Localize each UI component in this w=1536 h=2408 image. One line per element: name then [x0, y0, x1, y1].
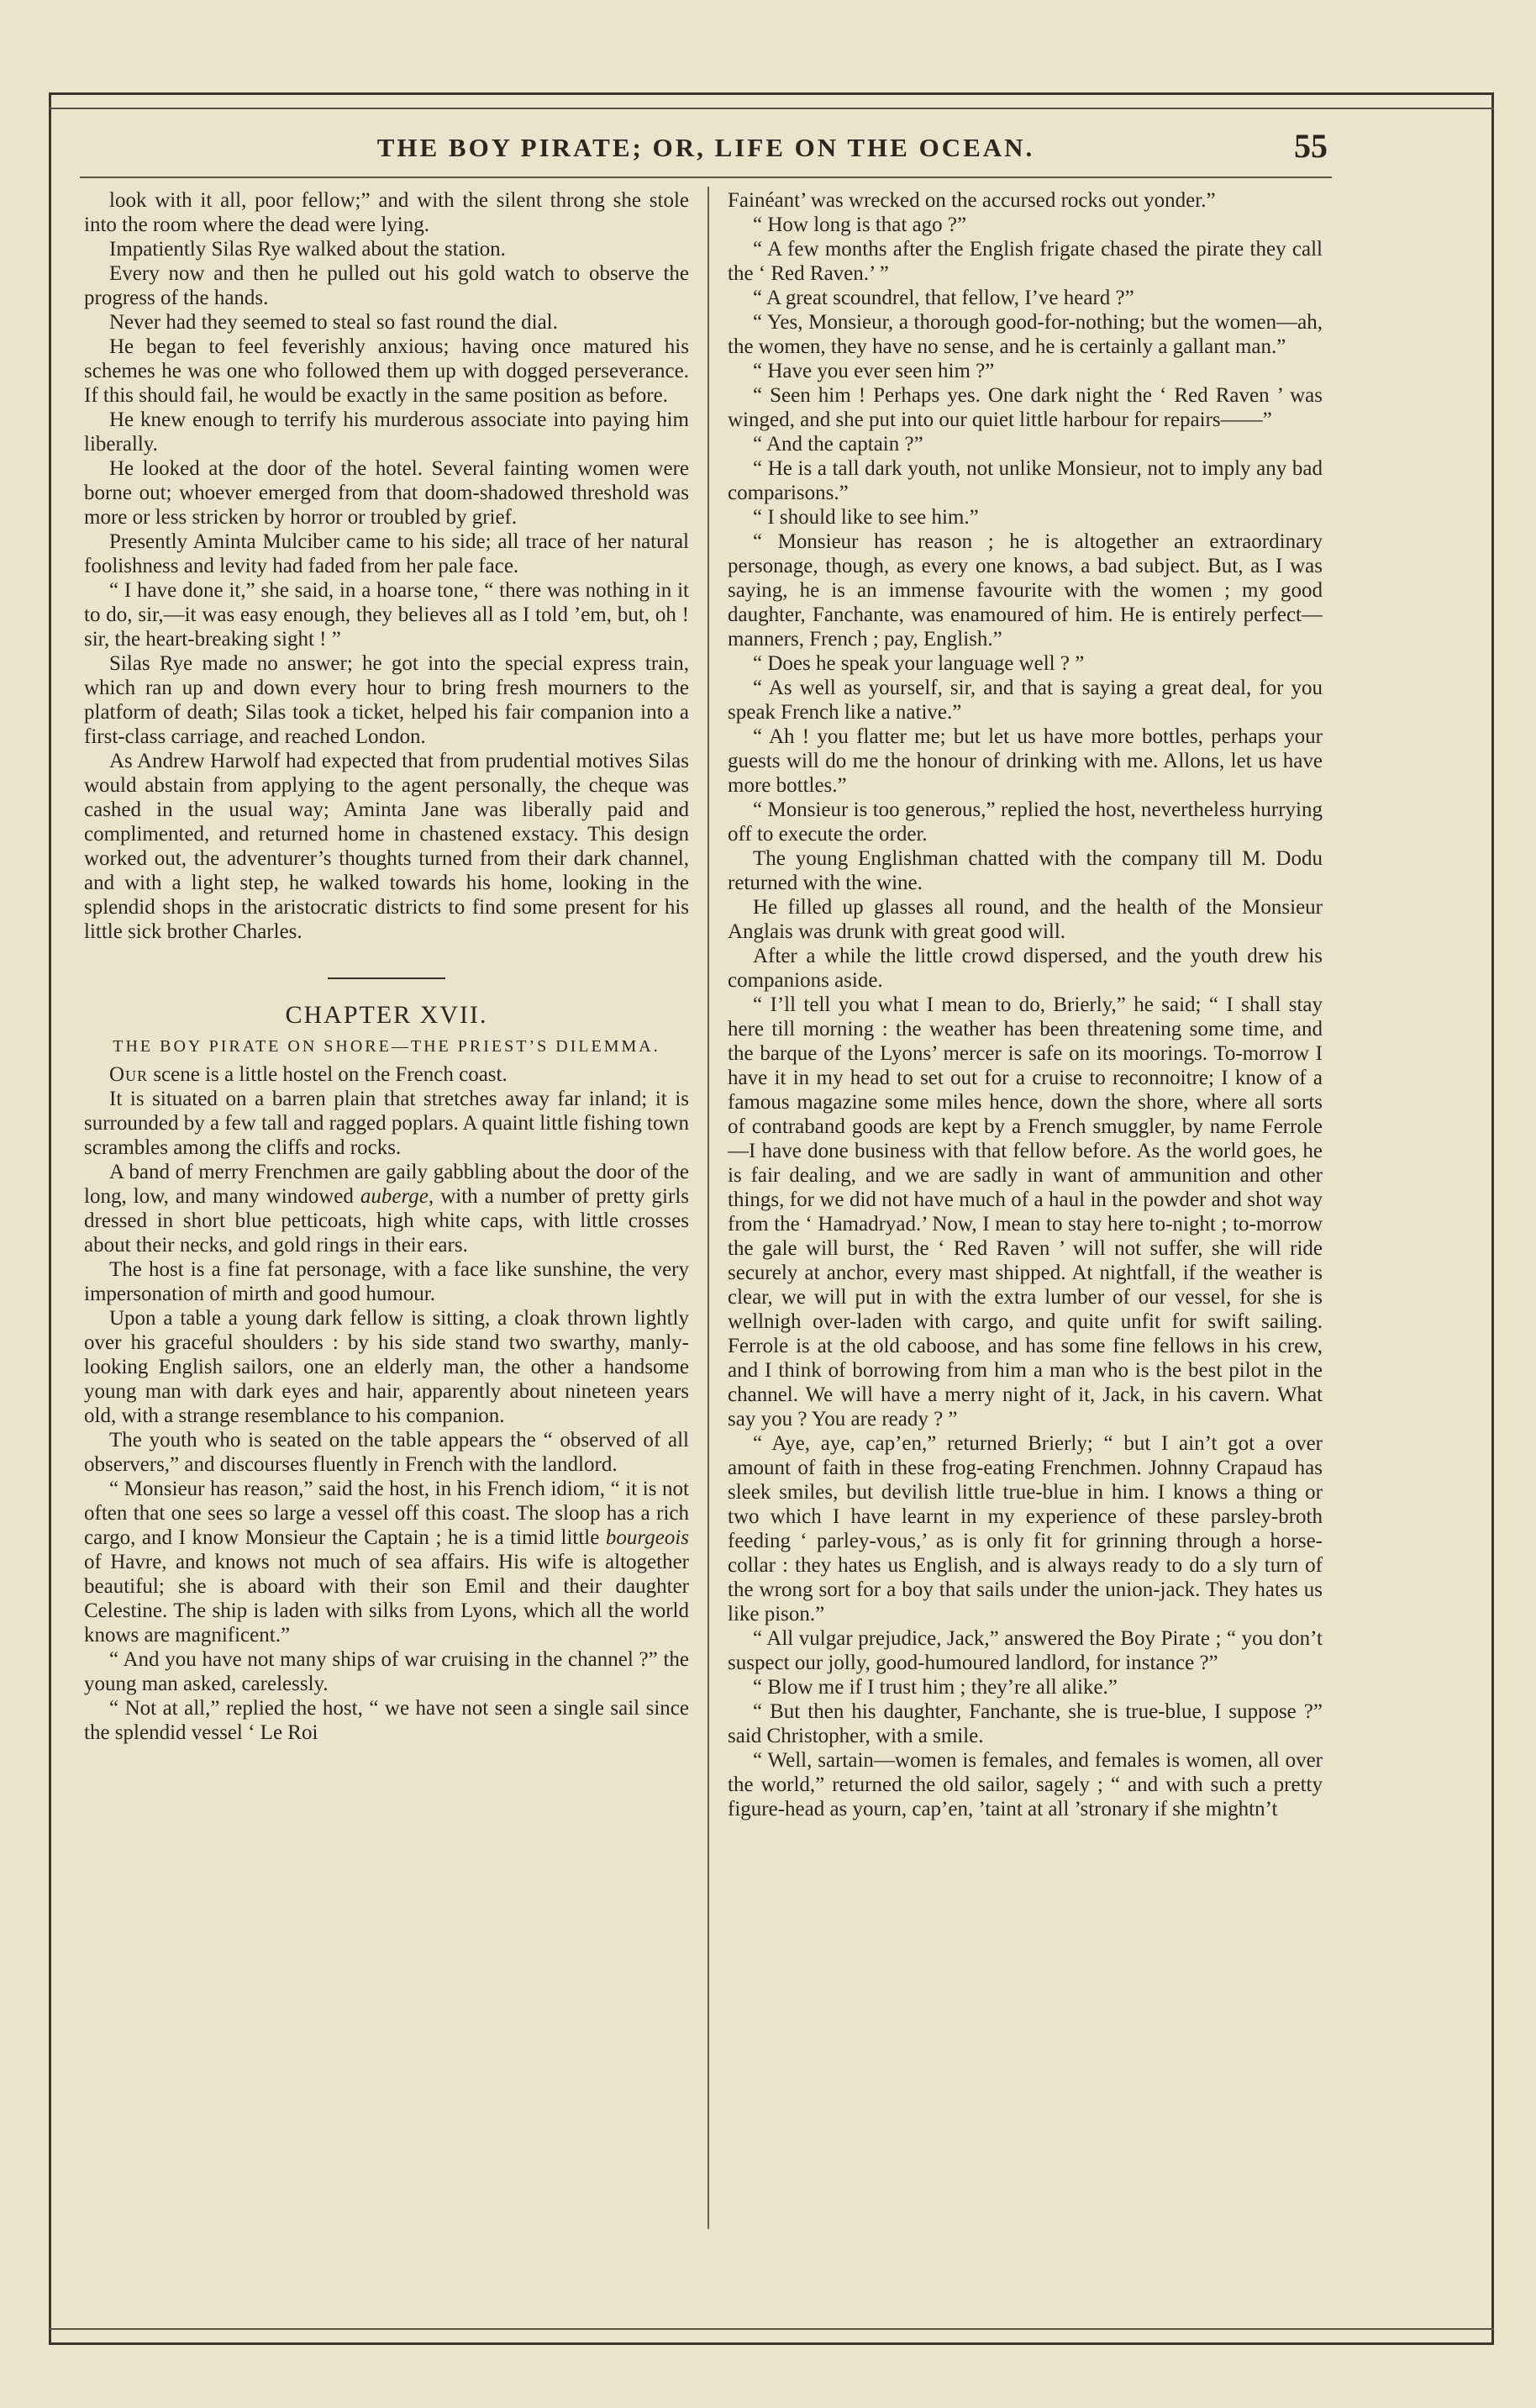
left-paragraphs-mid-2	[84, 1257, 689, 1477]
column-divider	[708, 187, 709, 2229]
chapter-subtitle: THE BOY PIRATE ON SHORE—THE PRIEST’S DILEMMA.	[113, 1037, 660, 1056]
paragraph: Silas Rye made no answer; he got into the special express train, which ran up and down every hour to bring fresh mourners to the platform of death; Silas took a ticket, helped his fair companion into a first-class carriage, and reached London.	[84, 652, 689, 748]
paragraph: “ I should like to see him.”	[753, 506, 979, 529]
paragraph: It is situated on a barren plain that stretches away far inland; it is surrounded by a few tall and ragged poplars. A quaint little fishing town scrambles among the cliffs and rocks.	[84, 1088, 689, 1159]
paragraph: “ Not at all,” replied the host, “ we have not seen a single sail since the splendid vessel ‘ Le Roi	[84, 1697, 689, 1744]
paragraph: “ Well, sartain—women is females, and females is women, all over the world,” returned the old sailor, sagely ; “ and with such a pretty figure-head as yourn, cap’en, ’taint at all ’stronary if she mightn’t	[728, 1749, 1323, 1820]
paragraph: The host is a fine fat personage, with a face like sunshine, the very impersonation of mirth and good humour.	[84, 1258, 689, 1305]
paragraph: “ As well as yourself, sir, and that is saying a great deal, for you speak French like a native.”	[728, 677, 1323, 724]
paragraph: “ But then his daughter, Fanchante, she is true-blue, I suppose ?” said Christopher, with a smile.	[728, 1700, 1323, 1747]
right-paragraphs	[728, 213, 1323, 1821]
paragraph: “ A great scoundrel, that fellow, I’ve heard ?”	[753, 287, 1134, 309]
paragraph: The youth who is seated on the table appears the “ observed of all observers,” and discourses fluently in French with the landlord.	[84, 1429, 689, 1476]
bourgeois-paragraph: “ Monsieur has reason,” said the host, in his French idiom, “ it is not often that one sees so large a vessel off this coast. The sloop has a rich cargo, and I know Monsieur the Captain ; he is a timid little bourgeois of Havre, and knows not much of sea affairs. His wife is altogether beautiful; she is aboard with their son Emil and their daughter Celestine. The ship is laden with silks from Lyons, which all the world knows are magnificent.”	[84, 1478, 689, 1647]
paragraph: He looked at the door of the hotel. Several fainting women were borne out; whoever emerged from that doom-shadowed threshold was more or less stricken by horror or troubled by grief.	[84, 457, 689, 529]
auberge-paragraph: A band of merry Frenchmen are gaily gabbling about the door of the long, low, and many windowed auberge, with a number of pretty girls dressed in short blue petticoats, high white caps, with little crosses about their necks, and gold rings in their ears.	[84, 1161, 689, 1257]
paragraph: “ All vulgar prejudice, Jack,” answered the Boy Pirate ; “ you don’t suspect our jolly, good-humoured landlord, for instance ?”	[728, 1627, 1323, 1674]
paragraph: Never had they seemed to steal so fast round the dial.	[109, 311, 558, 334]
paragraph: “ Monsieur has reason ; he is altogether an extraordinary personage, though, as every one knows, a bad subject. But, as I was saying, he is an immense favourite with the women ; my good daughter, Fanchante, was enamoured of him. He is entirely perfect—manners, French ; pay, English.”	[728, 530, 1323, 651]
right-continued-paragraph: Fainéant’ was wrecked on the accursed rocks out yonder.”	[728, 189, 1216, 212]
paragraph: “ I have done it,” she said, in a hoarse tone, “ there was nothing in it to do, sir,—it was easy enough, they believes all as I told ’em, but, oh ! sir, the heart-breaking sight ! ”	[84, 579, 689, 651]
paragraph: “ A few months after the English frigate chased the pirate they call the ‘ Red Raven.’ ”	[728, 238, 1323, 285]
top-rule	[49, 108, 1494, 109]
left-paragraphs-before	[84, 188, 689, 944]
left-column	[84, 188, 689, 2264]
paragraph: “ Yes, Monsieur, a thorough good-for-nothing; but the women—ah, the women, they have no sense, and he is certainly a gallant man.”	[728, 311, 1323, 358]
chapter-divider-rule	[328, 977, 445, 979]
chapter-first-paragraph: Our scene is a little hostel on the French coast.	[109, 1063, 508, 1086]
paragraph: “ Does he speak your language well ? ”	[753, 652, 1085, 675]
left-paragraphs-after	[84, 1647, 689, 1745]
left-paragraphs-mid-1	[84, 1087, 689, 1160]
right-column	[728, 188, 1323, 2264]
paragraph: “ I’ll tell you what I mean to do, Brierly,” he said; “ I shall stay here till morning : the weather has been threatening some time, and the barque of the Lyons’ mercer is safe on its moorings. To-morrow I have it in my head to set out for a cruise to reconnoitre; I know of a famous magazine some miles hence, down the shore, where all sorts of contraband goods are kept by a French smuggler, by name Ferrole—I have done business with that fellow before. As the world goes, he is fair dealing, and we are sadly in want of ammunition and other things, for we did not have much of a haul in the powder and shot way from the ‘ Hamadryad.’ Now, I mean to stay here to-night ; to-morrow the gale will burst, the ‘ Red Raven ’ will not suffer, she will ride securely at anchor, every mast shipped. At nightfall, if the weather is clear, we will put in with the extra lumber of our vessel, for she is wellnigh over-laden with cargo, and quite unfit for swift sailing. Ferrole is at the old caboose, and has some fine fellows in his crew, and I think of borrowing from him a man who is the best pilot in the channel. We will have a merry night of it, Jack, in his cavern. What say you ? You are ready ? ”	[728, 993, 1323, 1431]
paragraph: “ Monsieur is too generous,” replied the host, nevertheless hurrying off to execute the order.	[728, 798, 1323, 846]
paragraph: After a while the little crowd dispersed, and the youth drew his companions aside.	[728, 945, 1323, 992]
paragraph: look with it all, poor fellow;” and with the silent throng she stole into the room where the dead were lying.	[84, 189, 689, 236]
chapter-title: CHAPTER XVII.	[285, 1001, 488, 1029]
paragraph: Impatiently Silas Rye walked about the station.	[109, 238, 506, 261]
paragraph: “ Aye, aye, cap’en,” returned Brierly; “ but I ain’t got a over amount of faith in these frog-eating Frenchmen. Johnny Crapaud has sleek smiles, but devilish little true-blue in him. I knows a thing or two which I have learnt in my experience of these parsley-broth feeding ‘ parley-vous,’ as is only fit for grinning through a horse-collar : they hates us English, and is always ready to do a sly turn of the wrong sort for a boy that sails under the union-jack. They hates us like pison.”	[728, 1432, 1323, 1626]
paragraph: He filled up glasses all round, and the health of the Monsieur Anglais was drunk with great good will.	[728, 896, 1323, 943]
paragraph: The young Englishman chatted with the company till M. Dodu returned with the wine.	[728, 847, 1323, 894]
paragraph: He began to feel feverishly anxious; having once matured his schemes he was one who followed them up with dogged perseverance. If this should fail, he would be exactly in the same position as before.	[84, 335, 689, 407]
paragraph: “ Ah ! you flatter me; but let us have more bottles, perhaps your guests will do me the honour of drinking with me. Allons, let us have more bottles.”	[728, 725, 1323, 797]
bottom-rule	[49, 2328, 1494, 2330]
paragraph: Upon a table a young dark fellow is sitting, a cloak thrown lightly over his graceful shoulders : by his side stand two swarthy, manly-looking English sailors, one an elderly man, the other a handsome young man with dark eyes and hair, apparently about nineteen years old, with a strange resemblance to his companion.	[84, 1307, 689, 1427]
running-head: THE BOY PIRATE; OR, LIFE ON THE OCEAN.	[376, 133, 1035, 162]
paragraph: “ Seen him ! Perhaps yes. One dark night the ‘ Red Raven ’ was winged, and she put into our quiet little harbour for repairs——”	[728, 384, 1323, 431]
paragraph: “ And you have not many ships of war cruising in the channel ?” the young man asked, carelessly.	[84, 1648, 689, 1695]
paragraph: “ He is a tall dark youth, not unlike Monsieur, not to imply any bad comparisons.”	[728, 457, 1323, 504]
paragraph: “ And the captain ?”	[753, 433, 923, 456]
chapter-first-word: Our	[109, 1063, 149, 1086]
paragraph: “ Blow me if I trust him ; they’re all alike.”	[753, 1676, 1118, 1699]
page-number: 55	[1294, 127, 1328, 165]
paragraph: “ How long is that ago ?”	[753, 213, 967, 236]
paragraph: “ Have you ever seen him ?”	[753, 360, 995, 382]
paragraph: Presently Aminta Mulciber came to his side; all trace of her natural foolishness and levity had faded from her pale face.	[84, 530, 689, 577]
paragraph: He knew enough to terrify his murderous associate into paying him liberally.	[84, 408, 689, 456]
paragraph: Every now and then he pulled out his gold watch to observe the progress of the hands.	[84, 262, 689, 309]
paragraph: As Andrew Harwolf had expected that from prudential motives Silas would abstain from applying to the agent personally, the cheque was cashed in the usual way; Aminta Jane was liberally paid and complimented, and returned home in chastened exstacy. This design worked out, the adventurer’s thoughts turned from their dark channel, and with a light step, he walked towards his home, looking in the splendid shops in the aristocratic districts to find some present for his little sick brother Charles.	[84, 750, 689, 943]
header-rule	[80, 177, 1332, 178]
